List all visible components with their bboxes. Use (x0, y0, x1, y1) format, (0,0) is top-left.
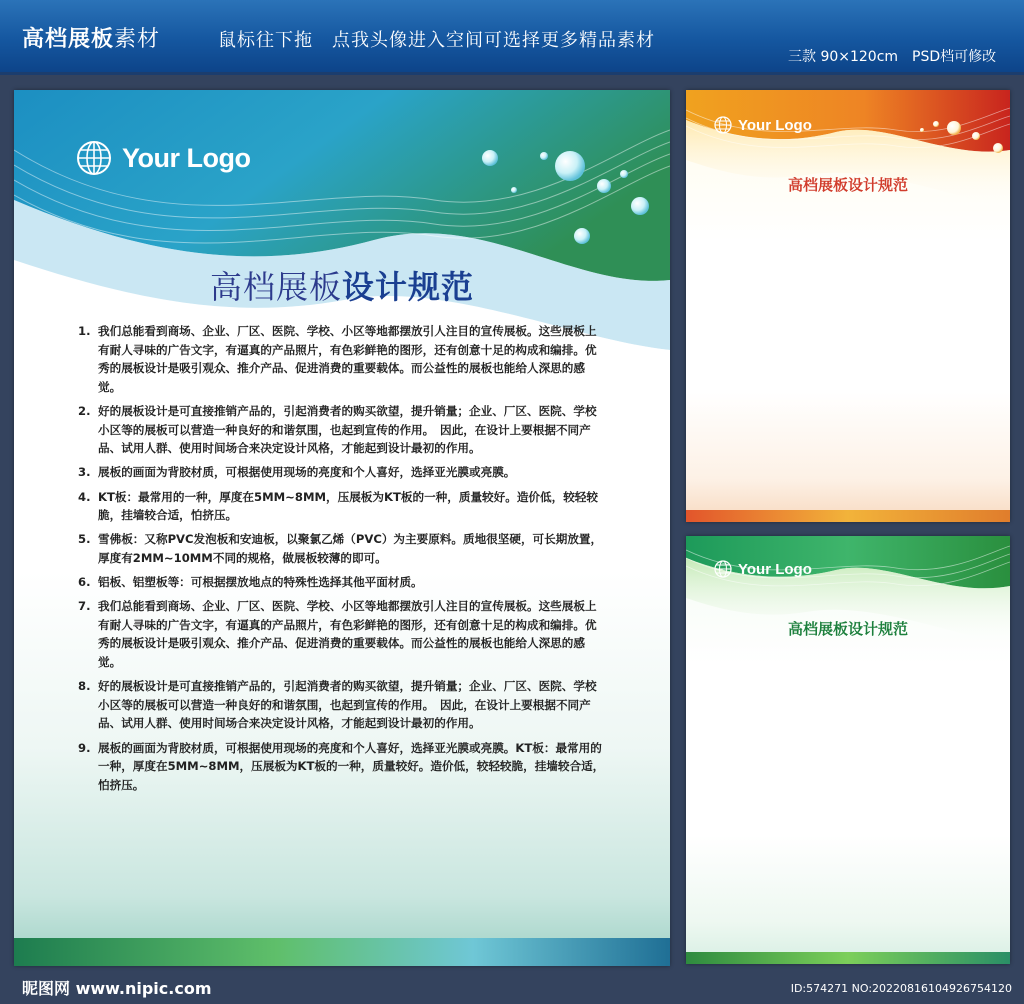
board-green (686, 536, 1010, 964)
globe-icon (714, 116, 732, 134)
item-text: KT板：最常用的一种，厚度在5MM~8MM，压展板为KT板的一种，质量较好。造价低，较轻较脆，挂墙较合适，怕挤压。 (98, 489, 598, 523)
board-title-normal: 高档展板 (787, 620, 848, 638)
logo-text: Your Logo (122, 142, 251, 173)
item-text: 我们总能看到商场、企业、厂区、医院、学校、小区等地都摆放引人注目的宣传展板。这些展板上有耐人寻味的广告文字，有逼真的产品照片，有色彩鲜艳的图形，还有创意十足的构成和编排。优秀的展板设计是吸引观众、推介产品、促进消费的重要载体。而公益性的展板也能给人深思的感觉。 (98, 324, 597, 394)
item-number: 4. (78, 489, 91, 504)
list-item (68, 739, 608, 795)
header-banner (0, 0, 1024, 75)
list-item (68, 402, 608, 458)
item-text: 展板的画面为背胶材质，可根据使用现场的亮度和个人喜好，选择亚光膜或亮膜。 (98, 465, 516, 480)
item-number: 6. (78, 575, 91, 590)
list-item (68, 530, 608, 567)
board-title-bold: 设计规范 (342, 268, 475, 306)
list-item (68, 463, 608, 482)
item-number: 9. (78, 740, 91, 755)
board-footer-bar (686, 510, 1010, 522)
watermark-site: 昵图网 www.nipic.com (22, 979, 212, 998)
item-number: 5. (78, 532, 91, 547)
logo (714, 116, 812, 134)
board-title (14, 262, 670, 308)
board-title-bold: 设计规范 (848, 176, 909, 194)
item-text: 展板的画面为背胶材质，可根据使用现场的亮度和个人喜好，选择亚光膜或亮膜。KT板：最常用的一种，厚度在5MM~8MM，压展板为KT板的一种，质量较好。造价低，较轻较脆，挂墙较合适，怕挤压。 (98, 740, 605, 792)
board-footer-bar (14, 938, 670, 966)
list-item (68, 573, 608, 592)
item-number: 3. (78, 465, 91, 480)
item-number: 8. (78, 679, 91, 694)
board-footer-bar (686, 952, 1010, 964)
item-text: 好的展板设计是可直接推销产品的，引起消费者的购买欲望，提升销量；企业、厂区、医院、学校小区等的展板可以营造一种良好的和谐氛围，也起到宣传的作用。 因此，在设计上要根据不同产品、试用人群、使用时间场合来决定设计风格，才能起到设计最初的作用。 (98, 403, 597, 456)
orange-wave-background (686, 90, 1010, 522)
item-text: 雪佛板：又称PVC发泡板和安迪板，以聚氯乙烯（PVC）为主要原料。质地很坚硬，可长期放置，厚度有2MM~10MM不同的规格，做展板较薄的即可。 (98, 532, 603, 565)
item-text: 好的展板设计是可直接推销产品的，引起消费者的购买欲望，提升销量；企业、厂区、医院、学校小区等的展板可以营造一种良好的和谐氛围，也起到宣传的作用。 因此，在设计上要根据不同产品、试用人群、使用时间场合来决定设计风格，才能起到设计最初的作用。 (98, 679, 597, 731)
header-title (22, 22, 160, 53)
logo-text: Your Logo (738, 116, 812, 134)
logo (76, 140, 250, 176)
board-title (686, 618, 1010, 639)
board-title (686, 174, 1010, 195)
spec-list (68, 322, 608, 800)
list-item (68, 597, 608, 671)
list-item (68, 677, 608, 733)
green-wave-background (686, 536, 1010, 964)
watermark-id: ID:574271 NO:20220816104926754120 (790, 982, 1012, 995)
list-item (68, 322, 608, 396)
header-spec: 三款 90×120cm PSD档可修改 (788, 49, 997, 65)
item-number: 2. (78, 403, 91, 418)
logo (714, 560, 812, 578)
item-text: 我们总能看到商场、企业、厂区、医院、学校、小区等地都摆放引人注目的宣传展板。这些展板上有耐人寻味的广告文字，有逼真的产品照片，有色彩鲜艳的图形，还有创意十足的构成和编排。优秀的展板设计是吸引观众、推介产品、促进消费的重要载体。而公益性的展板也能给人深思的感觉。 (98, 599, 597, 670)
board-title-bold: 设计规范 (848, 620, 909, 638)
board-orange (686, 90, 1010, 522)
item-number: 1. (78, 324, 91, 338)
globe-icon (76, 140, 112, 176)
board-title-normal: 高档展板 (209, 268, 342, 306)
board-title-normal: 高档展板 (787, 176, 848, 194)
header-hint: 鼠标往下拖 点我头像进入空间可选择更多精品素材 (218, 30, 655, 51)
header-title-light: 素材 (114, 27, 161, 52)
list-item (68, 488, 608, 525)
globe-icon (714, 560, 732, 578)
item-text: 铝板、铝塑板等：可根据摆放地点的特殊性选择其他平面材质。 (98, 575, 423, 590)
item-number: 7. (78, 599, 91, 614)
logo-text: Your Logo (738, 560, 812, 578)
board-main-blue (14, 90, 670, 966)
header-title-bold: 高档展板 (22, 27, 115, 52)
